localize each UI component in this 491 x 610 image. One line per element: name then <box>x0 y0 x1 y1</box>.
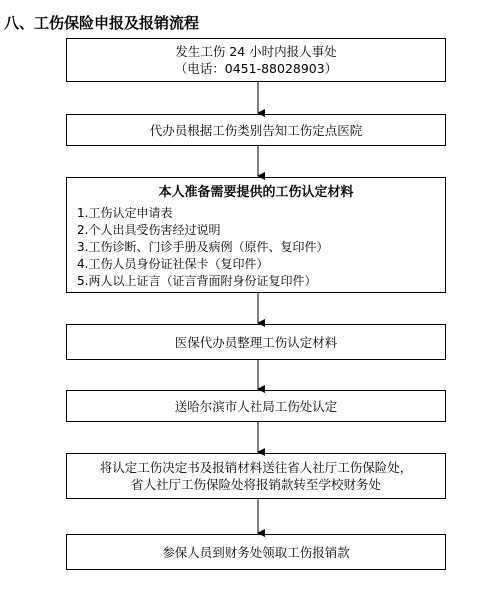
step-text: 省人社厅工伤保险处将报销款转至学校财务处 <box>130 477 381 492</box>
flow-step-materials <box>66 177 446 293</box>
flow-step-bureau-review <box>66 390 446 422</box>
materials-item: 5.两人以上证言（证言背面附身份证复印件） <box>77 274 317 288</box>
materials-item: 3.工伤诊断、门诊手册及病例（原件、复印件） <box>77 240 329 254</box>
flow-step-submit-reimbursement <box>66 453 446 499</box>
step-text: 将认定工伤决定书及报销材料送往省人社厅工伤保险处， <box>99 460 413 475</box>
flow-step-hospital-notice <box>66 114 446 146</box>
step-text: 发生工伤 24 小时内报人事处 <box>175 44 337 59</box>
step-phone-text: （电话：0451-88028903） <box>174 61 338 76</box>
flow-step-report-injury <box>66 38 446 82</box>
step-text: 参保人员到财务处领取工伤报销款 <box>162 544 350 560</box>
step-text: 代办员根据工伤类别告知工伤定点医院 <box>149 122 363 138</box>
materials-item: 1.工伤认定申请表 <box>77 206 173 220</box>
materials-heading: 本人准备需要提供的工伤认定材料 <box>158 185 354 200</box>
materials-item: 2.个人出具受伤害经过说明 <box>77 223 221 237</box>
step-text: 医保代办员整理工伤认定材料 <box>174 334 338 350</box>
flow-step-collect-payment <box>66 534 446 570</box>
page-title: 八、工伤保险申报及报销流程 <box>4 14 200 32</box>
step-text: 送哈尔滨市人社局工伤处认定 <box>174 398 338 414</box>
materials-item: 4.工伤人员身份证社保卡（复印件） <box>77 257 269 271</box>
flow-step-organize-materials <box>66 324 446 360</box>
